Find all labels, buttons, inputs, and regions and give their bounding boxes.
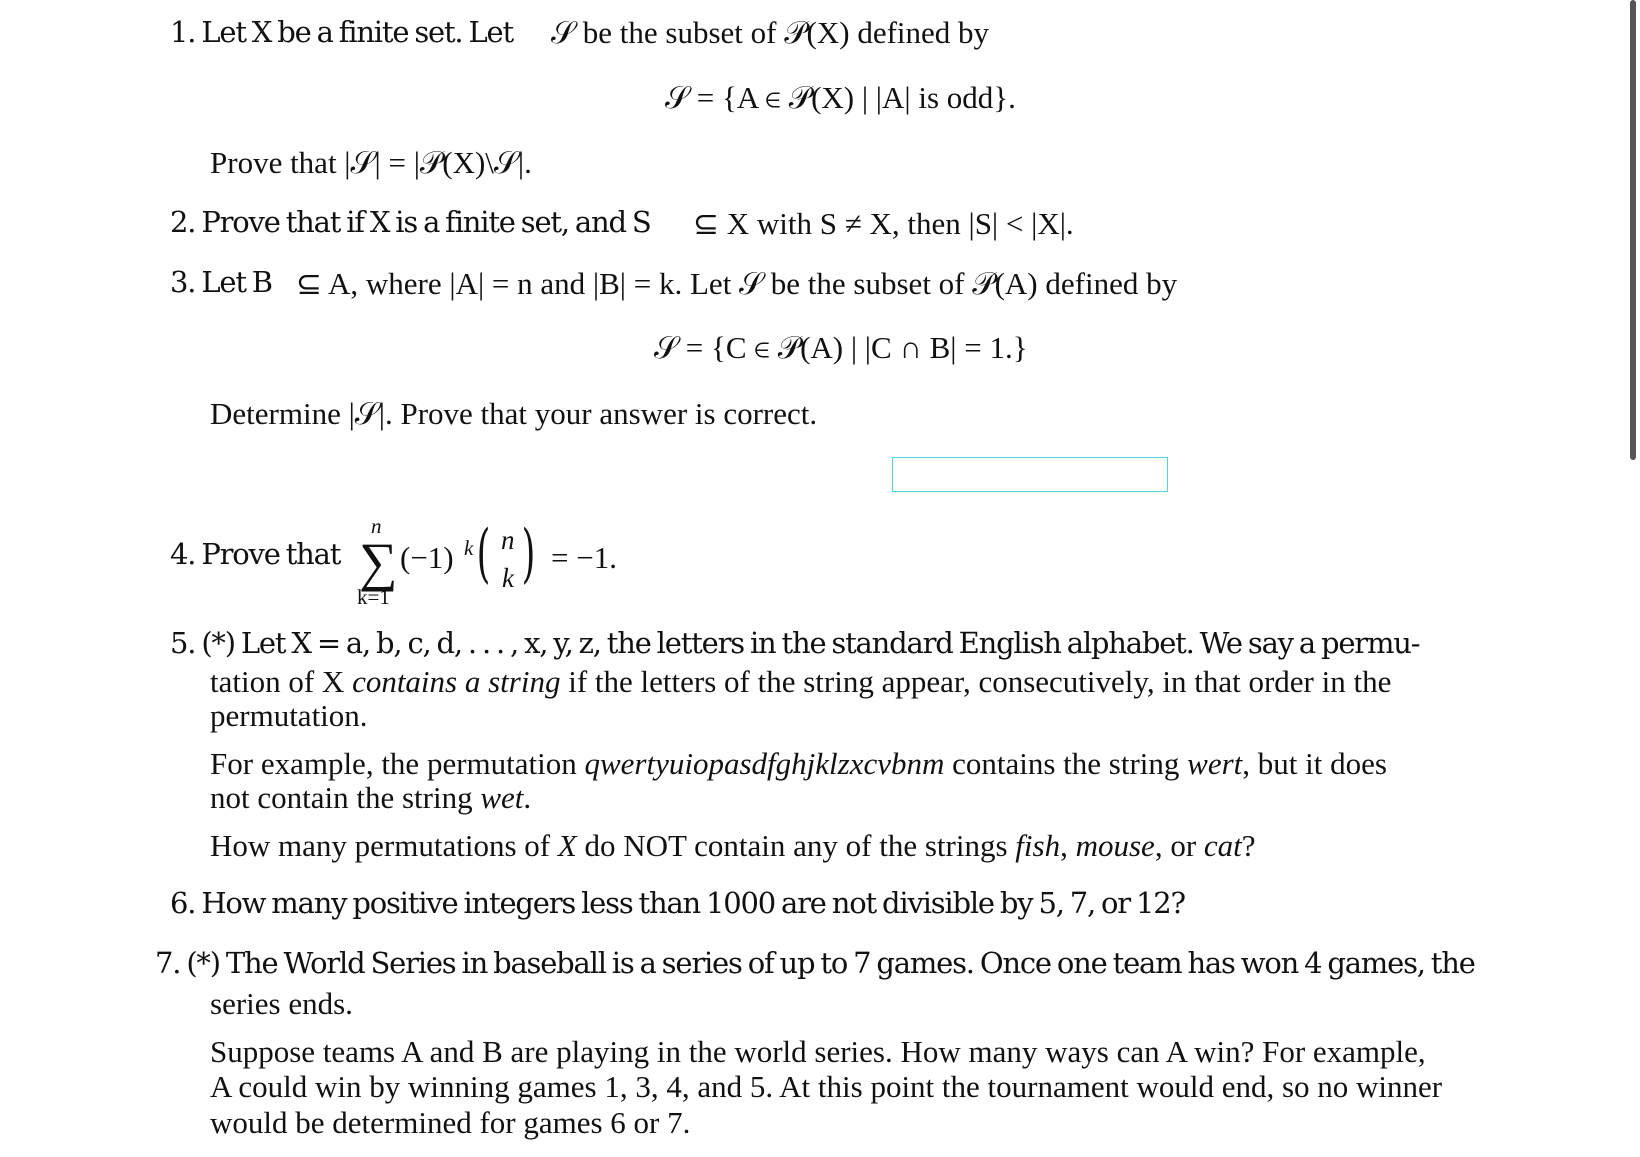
problem-1-statement: 𝒮 be the subset of 𝒫(X) defined by <box>551 15 990 50</box>
problem-4-lead: 4. Prove that <box>170 537 341 571</box>
binom-bottom: k <box>502 563 514 593</box>
sum-result: = −1. <box>551 540 617 575</box>
problem-5-example-line-2: not contain the string wet. <box>210 780 532 815</box>
problem-7-paragraph-line-1: Suppose teams A and B are playing in the world series. How many ways can A win? For example, <box>210 1034 1426 1069</box>
problem-5-line-3: permutation. <box>210 698 368 733</box>
vertical-scrollbar[interactable] <box>1630 0 1636 460</box>
problem-5-line-1: 5. (*) Let X = a, b, c, d, . . . , x, y, z, the letters in the standard English alphabet. We say a permu- <box>170 626 1420 660</box>
sum-upper-limit: n <box>371 514 382 538</box>
sum-term-exponent: k <box>464 536 474 560</box>
problem-7-line-1: 7. (*) The World Series in baseball is a series of up to 7 games. Once one team has won 4 games, the <box>155 946 1475 980</box>
problem-5-question: How many permutations of X do NOT contain any of the strings fish, mouse, or cat? <box>210 828 1256 863</box>
problem-7-paragraph-line-2: A could win by winning games 1, 3, 4, and 5. At this point the tournament would end, so no winner <box>210 1069 1443 1104</box>
problem-5-example-line-1: For example, the permutation qwertyuiopasdfghjklzxcvbnm contains the string wert, but it does <box>210 746 1387 781</box>
binom-top: n <box>501 525 515 555</box>
sum-lower-limit: k=1 <box>357 585 390 609</box>
selection-box <box>892 457 1168 492</box>
problem-7-line-2: series ends. <box>210 986 353 1021</box>
problem-3-determine: Determine |𝒮|. Prove that your answer is correct. <box>210 396 818 431</box>
sum-term: (−1) <box>400 540 454 575</box>
problem-1-lead: 1. Let X be a finite set. Let <box>170 15 513 49</box>
problem-2-statement: ⊆ X with S ≠ X, then |S| < |X|. <box>693 206 1074 241</box>
binom-right-paren: ) <box>521 517 536 591</box>
problem-5-line-2: tation of X contains a string if the letters of the string appear, consecutively, in that order in the <box>210 664 1392 699</box>
problem-2-lead: 2. Prove that if X is a finite set, and S <box>170 205 651 239</box>
binom-left-paren: ( <box>476 517 491 591</box>
problem-3-statement: ⊆ A, where |A| = n and |B| = k. Let 𝒮 be the subset of 𝒫(A) defined by <box>296 266 1178 301</box>
sum-sigma: ∑ <box>359 532 398 592</box>
problem-7-paragraph-line-3: would be determined for games 6 or 7. <box>210 1105 691 1140</box>
problem-1-prove: Prove that |𝒮| = |𝒫(X)\𝒮|. <box>210 145 532 180</box>
problem-1-display-equation: 𝒮 = {A ∈ 𝒫(X) | |A| is odd}. <box>665 80 1016 115</box>
problem-3-display-equation: 𝒮 = {C ∈ 𝒫(A) | |C ∩ B| = 1.} <box>654 330 1028 365</box>
problem-3-lead: 3. Let B <box>170 265 272 299</box>
problem-6: 6. How many positive integers less than 1000 are not divisible by 5, 7, or 12? <box>170 886 1185 920</box>
